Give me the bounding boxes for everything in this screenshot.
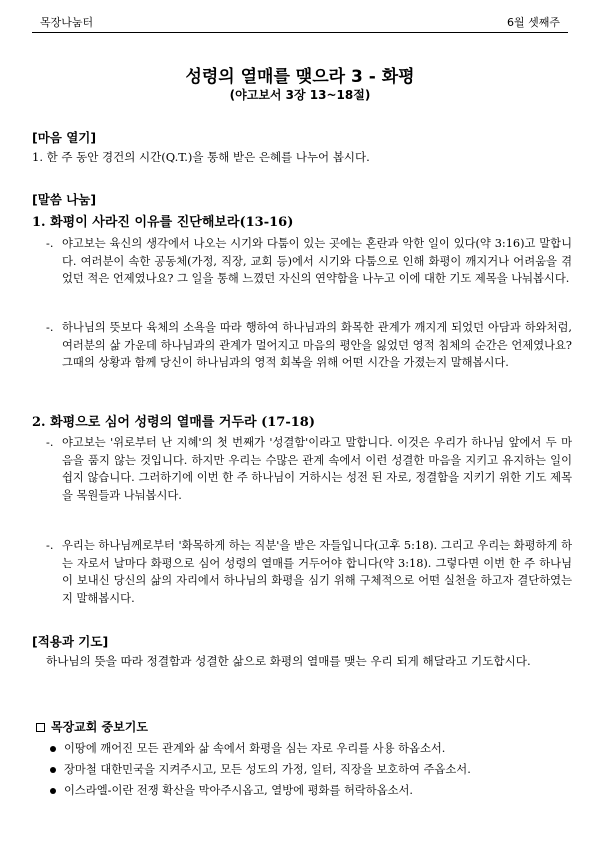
bullet-icon	[50, 746, 56, 752]
open-heart-item: 1. 한 주 동안 경건의 시간(Q.T.)을 통해 받은 은혜를 나누어 봅시다.	[32, 150, 370, 164]
intercession-heading-text: 목장교회 중보기도	[51, 720, 148, 734]
page-title: 성령의 열매를 맺으라 3 - 화평	[185, 67, 415, 87]
header-right: 6월 셋째주	[507, 16, 560, 29]
paragraph-text: 야고보는 육신의 생각에서 나오는 시기와 다툼이 있는 곳에는 혼란과 악한 일이 있다(약 3:16)고 말합니다. 여러분이 속한 공동체(가정, 직장, 교회 등)에서 시기와 다툼으로 인해 화평이 깨지거나 어려움을 겪었던 적은 언제였나요? 그 일을 통해 느꼈던 자신의 연약함을 나누고 이에 대한 기도 제목을 나눠봅시다.	[62, 237, 572, 286]
list-item-text: 이땅에 깨어진 모든 관계와 삶 속에서 화평을 심는 자로 우리를 사용 하옵소서.	[64, 742, 446, 755]
list-item	[50, 780, 570, 801]
paragraph-text: 우리는 하나님께로부터 '화목하게 하는 직분'을 받은 자들입니다(고후 5:18). 그리고 우리는 화평하게 하는 자로서 날마다 화평으로 심어 성령의 열매를 거두어야 합니다(약 3:18). 그렇다면 이번 한 주 하나님이 보내신 당신의 삶의 자리에서 하나님의 화평을 심기 위해 구체적으로 어떤 실천을 하고자 결단하였는지 말해봅시다.	[62, 539, 572, 605]
paragraph-text: 하나님의 뜻보다 육체의 소욕을 따라 행하여 하나님과의 화목한 관계가 깨지게 되었던 아담과 하와처럼, 여러분의 삶 가운데 하나님과의 관계가 멀어지고 마음의 평안을 잃었던 영적 침체의 순간은 언제였나요? 그때의 상황과 함께 당신이 하나님과의 영적 회복을 위해 어떤 시간을 가졌는지 말해봅시다.	[62, 321, 572, 370]
heading-word-sharing: [말씀 나눔]	[32, 192, 97, 207]
bullet-icon	[50, 788, 56, 794]
dash-marker: -.	[46, 321, 54, 334]
header-left: 목장나눔터	[40, 16, 94, 29]
page-subtitle: (야고보서 3장 13~18절)	[229, 88, 371, 102]
dash-marker: -.	[46, 539, 54, 552]
list-item-text: 이스라엘-이란 전쟁 확산을 막아주시옵고, 열방에 평화를 허락하옵소서.	[64, 784, 414, 797]
heading-open-heart: [마음 열기]	[32, 130, 97, 145]
application-text: 하나님의 뜻을 따라 정결함과 성결한 삶으로 화평의 열매를 맺는 우리 되게 해달라고 기도합시다.	[46, 654, 531, 668]
list-item	[50, 738, 570, 759]
list-item	[50, 759, 570, 780]
heading-application-prayer: [적용과 기도]	[32, 634, 109, 649]
question-2-paragraph-2	[46, 537, 572, 607]
question-1-paragraph-2	[46, 319, 572, 372]
question-1-heading: 1. 화평이 사라진 이유를 진단해보라(13-16)	[32, 215, 294, 230]
dash-marker: -.	[46, 436, 54, 449]
paragraph-text: 야고보는 '위로부터 난 지혜'의 첫 번째가 '성결함'이라고 말합니다. 이것은 우리가 하나님 앞에서 두 마음을 품지 않는 것입니다. 하지만 우리는 수많은 관계 속에서 이런 성결한 마음을 지키고 유지하는 일이 쉽지 않습니다. 그러하기에 이번 한 주 하나님이 거하시는 성전 된 자로, 정결함을 지키기 위한 기도 제목을 목원들과 나눠봅시다.	[62, 436, 572, 502]
question-2-heading: 2. 화평으로 심어 성령의 열매를 거두라 (17-18)	[32, 415, 315, 430]
question-2-paragraph-1	[46, 434, 572, 504]
page-header	[32, 10, 568, 33]
question-1-paragraph-1	[46, 235, 572, 288]
bullet-icon	[50, 767, 56, 773]
intercession-list	[50, 738, 570, 801]
checkbox-square-icon	[36, 723, 45, 732]
list-item-text: 장마철 대한민국을 지켜주시고, 모든 성도의 가정, 일터, 직장을 보호하여 주옵소서.	[64, 763, 471, 776]
dash-marker: -.	[46, 237, 54, 250]
intercession-heading	[36, 718, 148, 735]
